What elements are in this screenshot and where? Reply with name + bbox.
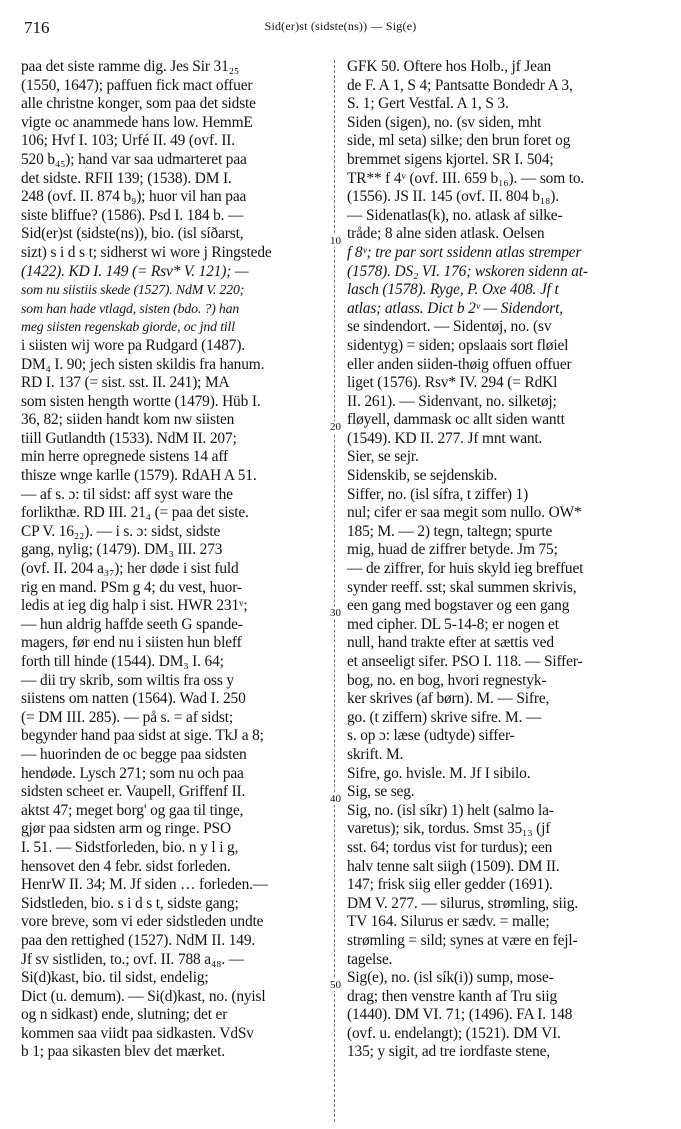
text-line: Siden (sigen), no. (sv siden, mht [347,113,542,131]
text-line: — af s. ɔ: til sidst: aff syst ware the [21,485,233,503]
text-line: forth till hinde (1544). DM₃ I. 64; [21,653,224,670]
text-line: et anseeligt sifer. PSO I. 118. — Siffer- [347,653,583,670]
text-line: — hun aldrig haffde seeth G spande- [21,615,243,633]
text-line: TV 164. Silurus er sædv. = malle; [347,913,550,931]
text-line: som sisten hength wortte (1479). Hüb I. [21,392,261,410]
text-line: — de ziffrer, for huis skyld ieg breffuet [347,560,584,578]
text-line: 106; Hvf I. 103; Urfé II. 49 (ovf. II. [21,132,235,150]
text-line: lasch (1578). Ryge, P. Oxe 408. Jf t [347,281,559,299]
text-line: det sidste. RFII 139; (1538). DM I. [21,169,232,187]
text-line: i siisten wij wore pa Rudgard (1487). [21,336,245,354]
line-number: 50 [330,979,341,991]
text-line: vigte oc anammede hans low. HemmE [21,113,253,131]
text-line: Siffer, no. (isl sífra, t ziffer) 1) [347,485,529,503]
text-line: synder reeff. sst; skal summen skrivis, [347,578,577,596]
text-line: Sig, se seg. [347,783,415,801]
text-line: (1549). KD II. 277. Jf mnt want. [347,429,543,447]
text-line: — dii try skrib, som wiltis fra oss y [21,671,234,689]
column-divider [334,60,335,1122]
text-line: nul; cifer er saa megit som nullo. OW* [347,504,582,522]
text-line: I. 51. — Sidstforleden, bio. n y l i g, [21,838,239,856]
text-line: som han hade vtlagd, sisten (bdo. ?) han [21,300,240,316]
page-header [0,6,681,36]
text-line: b 1; paa sikasten blev det mærket. [21,1043,225,1061]
text-line: ledis at ieg dig halp i sist. HWR 231ᵛ; [21,597,248,615]
line-number: 40 [330,793,341,805]
text-line: Dict (u. demum). — Si(d)kast, no. (nyisl [21,987,266,1005]
text-line: go. (t ziffern) skrive sifre. M. — [347,708,542,726]
text-line: vore breve, som vi eder sidstleden undte [21,913,264,931]
text-line: tiill Gutlandth (1533). NdM II. 207; [21,429,237,447]
text-line: mig, huad de ziffrer betyde. Jm 75; [347,541,558,559]
text-line: se sindendort. — Sidentøj, no. (sv [347,318,552,336]
running-head: Sid(er)st (sidste(ns)) — Sig(e) [264,19,417,33]
text-line: Jf sv sistliden, to.; ovf. II. 788 a₄₈. — [21,950,245,968]
text-line: 185; M. — 2) tegn, taltegn; spurte [347,522,553,540]
text-line: 135; y sigit, ad tre iordfaste stene, [347,1043,551,1061]
text-line: begynder hand paa sidst at sige. TkJ a 8; [21,727,264,745]
text-line: eller anden siiden-thøig offuen offuer [347,355,572,373]
text-line: side, ml seta) silke; den brun foret og [347,132,571,150]
text-line: 248 (ovf. II. 874 b₉); huor vil han paa [21,188,247,206]
text-line: de F. A 1, S 4; Pantsatte Bondedr A 3, [347,76,573,94]
text-line: (1550, 1647); paffuen fick mact offuer [21,76,253,94]
text-line: rig en mand. PSm g 4; du vest, huor- [21,578,242,596]
text-line: (ovf. II. 204 a₃₇); her døde i sist fuld [21,560,239,578]
text-line: halv tenne salt siigh (1509). DM II. [347,857,560,875]
text-line: — Sidenatlas(k), no. atlask af silke- [347,206,563,224]
text-line: S. 1; Gert Vestfal. A 1, S 3. [347,95,509,113]
text-line: bremmet sigens kjortel. SR I. 504; [347,150,554,168]
text-line: sizt) s i d s t; sidherst wi wore j Ringstede [21,243,272,261]
text-line: siistens om natten (1564). Wad I. 250 [21,690,246,708]
text-line: GFK 50. Oftere hos Holb., jf Jean [347,58,552,75]
text-line: (ovf. u. endelangt); (1521). DM VI. [347,1024,561,1042]
text-line: Sig(e), no. (isl sík(i)) sump, mose- [347,969,554,987]
text-line: Si(d)kast, bio. til sidst, endelig; [21,969,209,987]
text-line: tråde; 8 alne siden atlask. Oelsen [347,225,545,243]
text-line: Sidenskib, se sejdenskib. [347,467,498,485]
text-line: fløyell, dammask oc allt siden wantt [347,411,565,429]
text-line: drag; then venstre kanth af Tru siig [347,987,558,1005]
text-line: liget (1576). Rsv* IV. 294 (= RdKl [347,374,558,392]
text-line: II. 261). — Sidenvant, no. silketøj; [347,392,557,410]
text-line: og n sidkast) ende, slutning; det er [21,1006,228,1024]
text-line: HenrW II. 34; M. Jf siden … forleden.— [21,876,269,894]
text-line: gang, nylig; (1479). DM₃ III. 273 [21,541,223,559]
text-line: atlas; atlass. Dict b 2ᵛ — Sidendort, [347,299,563,317]
text-line: som nu siistiis skede (1527). NdM V. 220; [21,282,245,298]
text-line: bog, no. en bog, hvori regnestyk- [347,671,547,689]
text-line: DM V. 277. — silurus, strømling, siig. [347,894,579,912]
line-number: 10 [330,235,341,247]
text-line: TR** f 4ᵛ (ovf. III. 659 b₁₆). — som to. [347,169,585,187]
text-line: — huorinden de oc begge paa sidsten [21,745,247,763]
text-line: siste bliffue? (1586). Psd I. 184 b. — [21,206,244,224]
text-line: sst. 64; tordus vist for turdus); een [347,838,553,856]
text-line: (1556). JS II. 145 (ovf. II. 804 b₁₈). [347,188,559,206]
text-line: magers, før end nu i siisten hun bleff [21,634,242,652]
text-line: (= DM III. 285). — på s. = af sidst; [21,708,234,726]
text-line: hensovet den 4 febr. sidst forleden. [21,857,231,875]
text-line: CP V. 16₂₂). — i s. ɔ: sidst, sidste [21,522,221,540]
text-line: hendøde. Lysch 271; som nu och paa [21,764,244,782]
text-line: kommen saa viidt paa sidkasten. VdSv [21,1024,254,1042]
text-line: skrift. M. [347,745,404,763]
text-line: gjør paa sidsten arm og ringe. PSO [21,820,231,838]
text-line: 520 b₄₅); hand var saa udmarteret paa [21,150,247,168]
text-line: een gang med bogstaver og een gang [347,597,570,615]
text-line: s. op ɔ: læse (udtyde) siffer- [347,727,515,745]
text-line: min herre opregnede sistens 14 aff [21,448,229,466]
text-line: thisze wnge karlle (1579). RdAH A 51. [21,467,257,485]
line-number: 30 [330,607,341,619]
text-line: null, hand trakte efter at sættis ved [347,634,554,652]
text-line: f 8ᵛ; tre par sort ssidenn atlas stremper [347,243,582,261]
text-line: Sier, se sejr. [347,448,419,466]
text-line: aktst 47; meget borg' og gaa til tinge, [21,801,244,819]
text-line: Sid(er)st (sidste(ns)), bio. (isl síðarst, [21,225,244,243]
page-number: 716 [24,18,50,37]
text-line: sidsten scheet er. Vaupell, Griffenf II. [21,783,246,801]
text-line: Sidstleden, bio. s i d s t, sidste gang; [21,894,239,912]
text-line: Sig, no. (isl síkr) 1) helt (salmo la- [347,801,554,819]
text-line: tagelse. [347,950,393,968]
text-line: DM₄ I. 90; jech sisten skildis fra hanum. [21,355,265,373]
left-column [21,58,334,1062]
text-line: med cipher. DL 5-14-8; er nogen et [347,615,559,633]
text-line: strømling = sild; synes at være en fejl- [347,931,578,949]
text-line: forlikthæ. RD III. 21₄ (= paa det siste. [21,504,249,522]
text-line: alle christne konger, som paa det sidste [21,95,256,113]
text-line: paa den rettighed (1527). NdM II. 149. [21,931,256,949]
line-number: 20 [330,421,341,433]
text-line: varetus); sik, tordus. Smst 35₁₃ (jf [347,820,551,838]
text-line: 36, 82; siiden handt kom nw siisten [21,411,235,429]
text-line: Sifre, go. hvisle. M. Jf I sibilo. [347,764,531,782]
text-line: paa det siste ramme dig. Jes Sir 31₂₅ [21,58,240,75]
text-line: (1440). DM VI. 71; (1496). FA I. 148 [347,1006,573,1024]
right-column [347,58,664,1062]
text-line: RD I. 137 (= sist. sst. II. 241); MA [21,374,230,392]
text-line: meg siisten regenskab giorde, oc jnd till [21,319,235,335]
text-line: sidentyg) = siden; opslaais sort fløiel [347,336,569,354]
text-line: (1422). KD I. 149 (= Rsv* V. 121); — [21,262,249,280]
text-line: (1578). DS₂ VI. 176; wskoren sidenn at- [347,262,588,280]
text-line: 147; frisk siig eller gedder (1691). [347,876,553,894]
text-line: ker skrives (af børn). M. — Sifre, [347,690,550,708]
